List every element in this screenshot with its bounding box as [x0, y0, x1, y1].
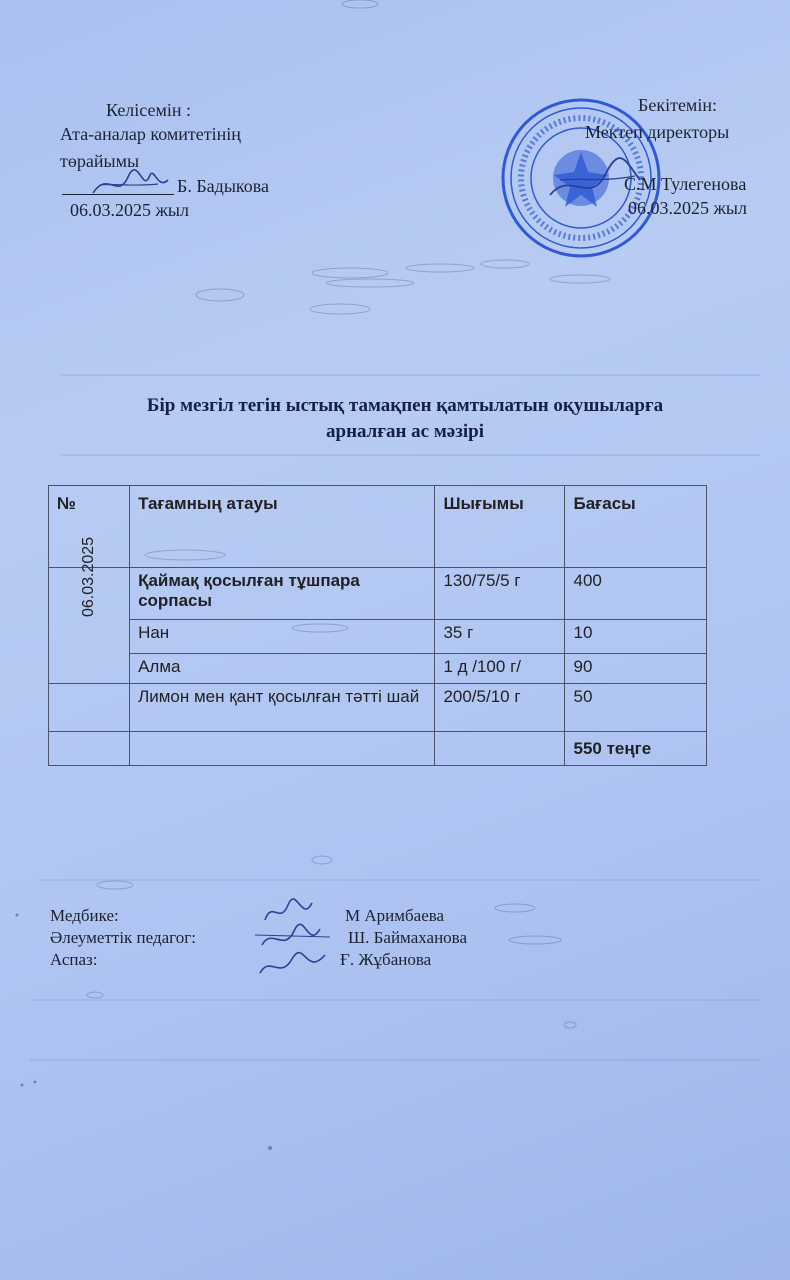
yield-cell: 130/75/5 г: [435, 568, 565, 620]
left-signature-line: [62, 194, 174, 195]
signer-names: [340, 905, 468, 971]
left-approval-line1: Ата-аналар комитетінің: [60, 124, 241, 144]
signer-role-nurse: Медбике:: [50, 906, 119, 925]
empty-cell: [435, 732, 565, 766]
right-approval-date: 06.03.2025 жыл: [628, 198, 748, 218]
right-approval-heading: Бекітемін:: [638, 95, 717, 115]
table-row: [49, 684, 707, 732]
table-row: [49, 654, 707, 684]
yield-cell: 1 д /100 г/: [435, 654, 565, 684]
signer-role-cook: Аспаз:: [50, 950, 98, 969]
signer-roles: [50, 905, 196, 971]
signer-role-social-pedagogue: Әлеуметтік педагог:: [50, 928, 196, 947]
empty-cell: [130, 732, 435, 766]
header-number: №: [49, 486, 130, 568]
yield-cell: 200/5/10 г: [435, 684, 565, 732]
table-header-row: [49, 486, 707, 568]
header-price: Бағасы: [565, 486, 707, 568]
table-row: [49, 568, 707, 620]
right-approval-line1: Мектеп директоры: [585, 122, 730, 142]
header-dish-name: Тағамның атауы: [130, 486, 435, 568]
signer-name-social-pedagogue: Ш. Баймаханова: [348, 928, 468, 947]
menu-title: [60, 393, 750, 445]
price-cell: 400: [565, 568, 707, 620]
menu-table: [48, 485, 707, 766]
dish-name-cell: Қаймақ қосылған тұшпара сорпасы: [130, 568, 435, 620]
date-cell: [49, 536, 130, 684]
menu-title-line1: Бір мезгіл тегін ыстық тамақпен қамтылатын оқушыларға: [146, 395, 664, 416]
price-cell: 10: [565, 620, 707, 654]
left-approval-date: 06.03.2025 жыл: [70, 200, 190, 220]
right-signature-name: С.М Тулегенова: [624, 174, 747, 194]
empty-cell: [49, 732, 130, 766]
total-cell: 550 теңге: [565, 732, 707, 766]
empty-cell: [49, 684, 130, 732]
dish-name-cell: Алма: [130, 654, 435, 684]
left-approval-line2: төрайымы: [60, 151, 140, 171]
signer-name-nurse: М Аримбаева: [345, 906, 445, 925]
signers-signature-scribbles: [250, 895, 340, 985]
table-row: [49, 620, 707, 654]
yield-cell: 35 г: [435, 620, 565, 654]
signer-name-cook: Ғ. Жұбанова: [340, 950, 432, 969]
price-cell: 50: [565, 684, 707, 732]
dish-name-cell: Нан: [130, 620, 435, 654]
price-cell: 90: [565, 654, 707, 684]
menu-title-line2: арналған ас мәзірі: [326, 421, 484, 442]
header-yield: Шығымы: [435, 486, 565, 568]
dish-name-cell: Лимон мен қант қосылған тәтті шай: [130, 684, 435, 732]
left-approval-heading: Келісемін :: [106, 100, 192, 120]
left-signature-name: Б. Бадыкова: [177, 176, 269, 196]
date-cell-text: 06.03.2025: [80, 536, 98, 618]
table-total-row: [49, 732, 707, 766]
